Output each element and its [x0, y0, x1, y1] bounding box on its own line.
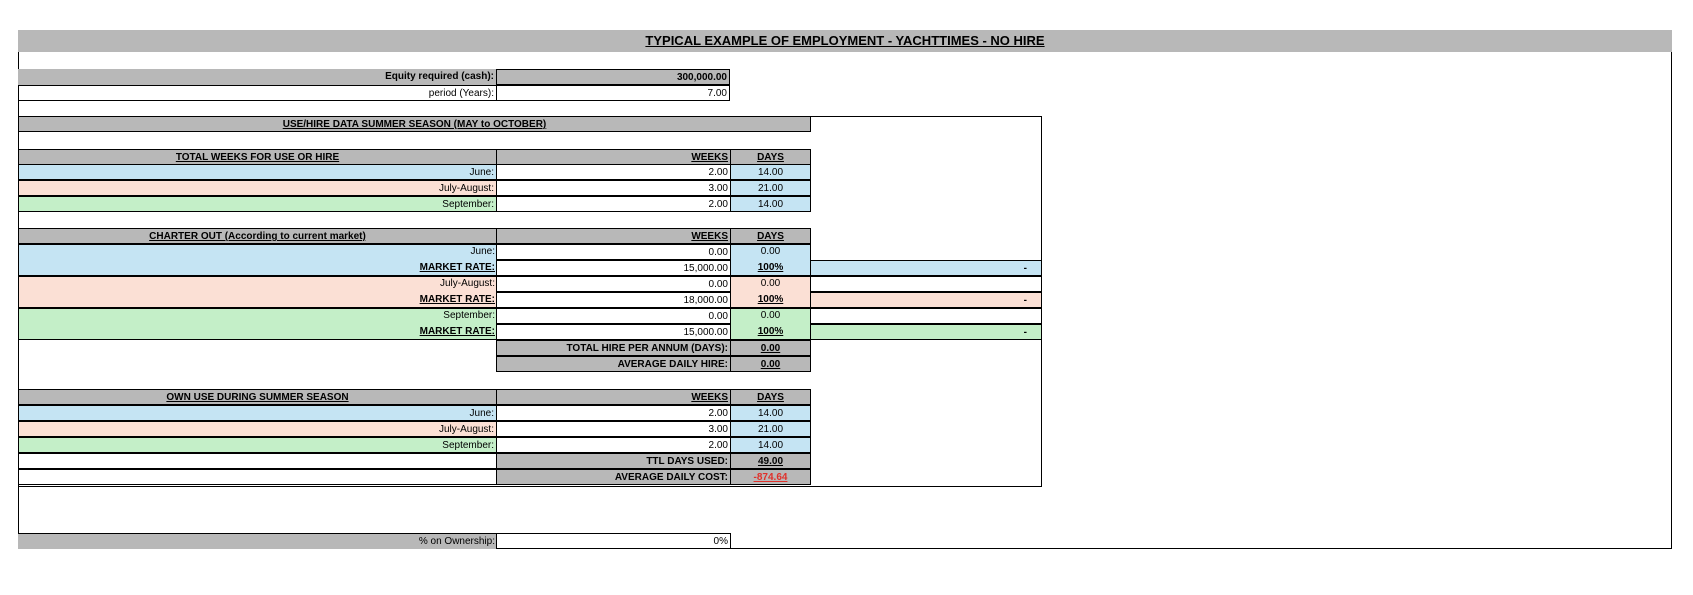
charter-sept-rate[interactable]: 15,000.00	[496, 324, 731, 340]
charter-june-weeks[interactable]: 0.00	[496, 244, 731, 260]
own-use-header: OWN USE DURING SUMMER SEASON	[18, 389, 497, 405]
avg-daily-hire-label: AVERAGE DAILY HIRE:	[496, 356, 731, 372]
page-title: TYPICAL EXAMPLE OF EMPLOYMENT - YACHTTIMES - NO HIRE	[18, 30, 1672, 52]
charter-sept-rate-label: MARKET RATE:	[419, 326, 495, 337]
ou-june-days: 14.00	[730, 405, 811, 421]
tw-july-days: 21.00	[730, 180, 811, 196]
period-label: period (Years):	[18, 85, 496, 101]
total-hire-value: 0.00	[730, 340, 811, 356]
use-hire-header: USE/HIRE DATA SUMMER SEASON (MAY to OCTOBER)	[18, 116, 811, 132]
ownership-label: % on Ownership:	[18, 533, 497, 549]
charter-july-rate[interactable]: 18,000.00	[496, 292, 731, 308]
charter-june-label: June:	[470, 246, 495, 257]
avg-daily-hire-value: 0.00	[730, 356, 811, 372]
charter-june-days: 0.00	[760, 246, 781, 257]
equity-label: Equity required (cash):	[18, 69, 496, 85]
equity-value[interactable]: 300,000.00	[496, 69, 730, 85]
tw-sept-label: September:	[18, 196, 497, 212]
tw-june-label: June:	[18, 164, 497, 180]
ou-june-label: June:	[18, 405, 497, 421]
total-weeks-weeks-header: WEEKS	[496, 149, 731, 165]
ttl-days-label: TTL DAYS USED:	[496, 453, 731, 469]
total-hire-label: TOTAL HIRE PER ANNUM (DAYS):	[496, 340, 731, 356]
ou-sept-weeks[interactable]: 2.00	[496, 437, 731, 453]
ownership-value[interactable]: 0%	[496, 533, 731, 549]
charter-june-result: -	[810, 260, 1042, 276]
charter-june-rate-label: MARKET RATE:	[419, 262, 495, 273]
tw-sept-weeks[interactable]: 2.00	[496, 196, 731, 212]
ou-july-weeks[interactable]: 3.00	[496, 421, 731, 437]
charter-july-label: July-August:	[439, 278, 495, 289]
charter-sept-label: September:	[443, 310, 495, 321]
charter-sept-blank	[810, 308, 1042, 324]
charter-days-header: DAYS	[730, 228, 811, 244]
ou-blank-1	[18, 453, 497, 469]
period-value[interactable]: 7.00	[496, 85, 730, 101]
ttl-days-value: 49.00	[730, 453, 811, 469]
charter-july-pct[interactable]: 100%	[757, 294, 784, 305]
own-use-weeks-header: WEEKS	[496, 389, 731, 405]
charter-july-rate-label: MARKET RATE:	[419, 294, 495, 305]
ou-blank-2	[18, 469, 497, 485]
avg-daily-cost-label: AVERAGE DAILY COST:	[496, 469, 731, 485]
own-use-days-header: DAYS	[730, 389, 811, 405]
ou-july-days: 21.00	[730, 421, 811, 437]
charter-weeks-header: WEEKS	[496, 228, 731, 244]
charter-july-result: -	[810, 292, 1042, 308]
charter-sept-pct[interactable]: 100%	[757, 326, 784, 337]
tw-july-label: July-August:	[18, 180, 497, 196]
ou-sept-label: September:	[18, 437, 497, 453]
charter-july-weeks[interactable]: 0.00	[496, 276, 731, 292]
tw-sept-days: 14.00	[730, 196, 811, 212]
charter-sept-weeks[interactable]: 0.00	[496, 308, 731, 324]
tw-july-weeks[interactable]: 3.00	[496, 180, 731, 196]
charter-june-rate[interactable]: 15,000.00	[496, 260, 731, 276]
tw-june-weeks[interactable]: 2.00	[496, 164, 731, 180]
total-weeks-header: TOTAL WEEKS FOR USE OR HIRE	[18, 149, 497, 165]
total-weeks-days-header: DAYS	[730, 149, 811, 165]
charter-header: CHARTER OUT (According to current market)	[18, 228, 497, 244]
tw-june-days: 14.00	[730, 164, 811, 180]
charter-july-days: 0.00	[760, 278, 781, 289]
avg-daily-cost-value: -874.64	[730, 469, 811, 485]
charter-sept-days: 0.00	[760, 310, 781, 321]
ou-sept-days: 14.00	[730, 437, 811, 453]
charter-june-pct[interactable]: 100%	[757, 262, 784, 273]
ou-june-weeks[interactable]: 2.00	[496, 405, 731, 421]
charter-sept-result: -	[810, 324, 1042, 340]
ou-july-label: July-August:	[18, 421, 497, 437]
charter-july-blank	[810, 276, 1042, 292]
